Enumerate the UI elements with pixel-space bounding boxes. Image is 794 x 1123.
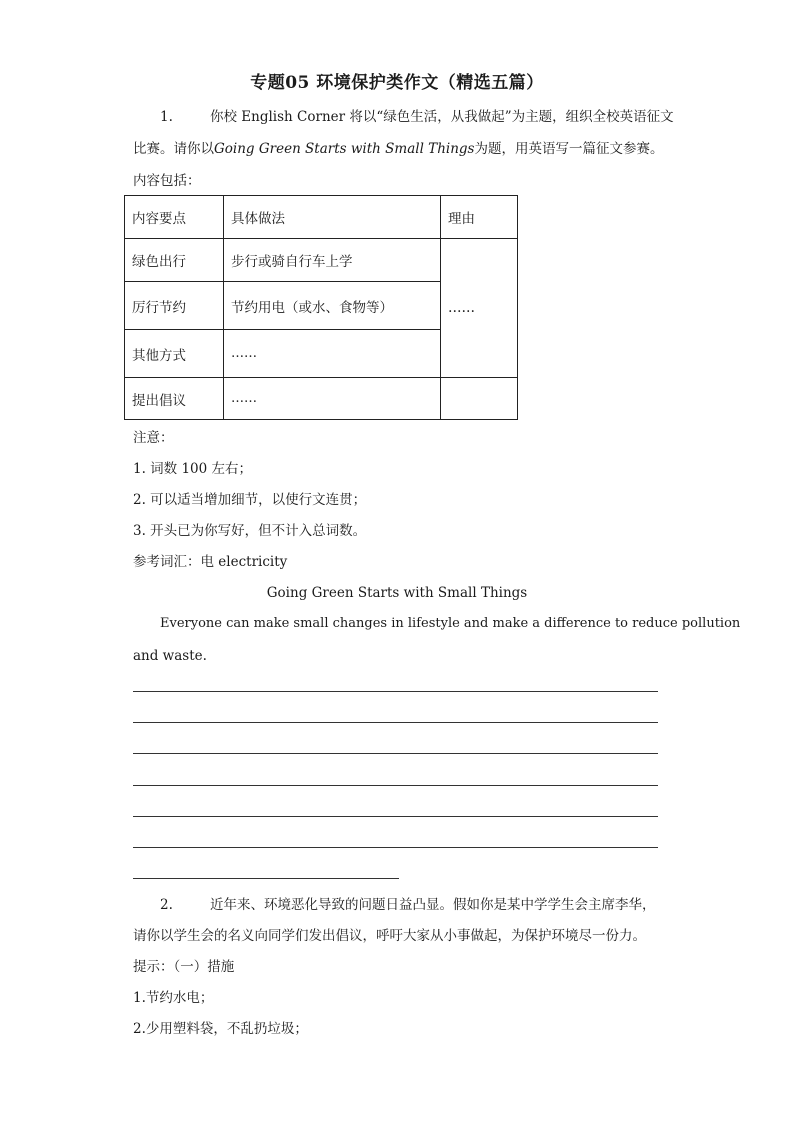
reason-merged-cell: …… xyxy=(441,239,518,378)
table-row xyxy=(125,239,518,282)
note-item: 2. 可以适当增加细节，以使行文连贯； xyxy=(133,492,367,508)
answer-line[interactable] xyxy=(133,878,399,879)
q2-prompt-line1: 近年来、环境恶化导致的问题日益凸显。假如你是某中学学生会主席李华， xyxy=(210,897,656,913)
answer-line[interactable] xyxy=(133,753,658,754)
table-cell: 厉行节约 xyxy=(125,282,224,330)
note-item: 1. 词数 100 左右； xyxy=(133,461,253,477)
answer-line[interactable] xyxy=(133,785,658,786)
q1-number: 1. xyxy=(160,109,173,125)
table-cell: …… xyxy=(224,378,441,420)
answer-line[interactable] xyxy=(133,691,658,692)
header-cell-points: 内容要点 xyxy=(125,196,224,239)
header-cell-methods: 具体做法 xyxy=(224,196,441,239)
table-cell-empty xyxy=(441,378,518,420)
note-item: 3. 开头已为你写好，但不计入总词数。 xyxy=(133,523,367,539)
content-label: 内容包括： xyxy=(133,173,201,189)
q2-item: 2.少用塑料袋，不乱扔垃圾； xyxy=(133,1021,308,1037)
table-cell: 节约用电（或水、食物等） xyxy=(224,282,441,330)
answer-line[interactable] xyxy=(133,816,658,817)
q1-prompt-line2-post: 为题，用英语写一篇征文参赛。 xyxy=(474,141,664,157)
table-cell: 提出倡议 xyxy=(125,378,224,420)
table-cell: 步行或骑自行车上学 xyxy=(224,239,441,282)
q2-item: 1.节约水电； xyxy=(133,990,214,1006)
requirements-table xyxy=(124,195,518,420)
answer-line[interactable] xyxy=(133,722,658,723)
q1-prompt-line2 xyxy=(133,139,663,159)
table-header-row xyxy=(125,196,518,239)
q2-number: 2. xyxy=(160,897,173,913)
header-cell-reason: 理由 xyxy=(441,196,518,239)
table-cell: 其他方式 xyxy=(125,330,224,378)
essay-title: Going Green Starts with Small Things xyxy=(266,585,528,601)
essay-opening-line2: and waste. xyxy=(133,648,207,664)
table-cell: 绿色出行 xyxy=(125,239,224,282)
table-row xyxy=(125,378,518,420)
q2-hint: 提示：（一）措施 xyxy=(133,959,235,975)
essay-opening-line1: Everyone can make small changes in lifestyle and make a difference to reduce pollution xyxy=(160,616,741,631)
vocab-hint: 参考词汇：电 electricity xyxy=(133,554,288,570)
table-cell: …… xyxy=(224,330,441,378)
notes-label: 注意： xyxy=(133,430,174,446)
q1-prompt-line1: 你校 English Corner 将以“绿色生活，从我做起”为主题，组织全校英语征文 xyxy=(210,109,674,125)
page-title: 专题05 环境保护类作文（精选五篇） xyxy=(250,73,544,93)
q2-prompt-line2: 请你以学生会的名义向同学们发出倡议，呼吁大家从小事做起，为保护环境尽一份力。 xyxy=(133,928,646,944)
q1-prompt-line2-pre: 比赛。请你以 xyxy=(133,141,214,157)
answer-line[interactable] xyxy=(133,847,658,848)
q1-essay-title-italic: Going Green Starts with Small Things xyxy=(214,141,475,157)
